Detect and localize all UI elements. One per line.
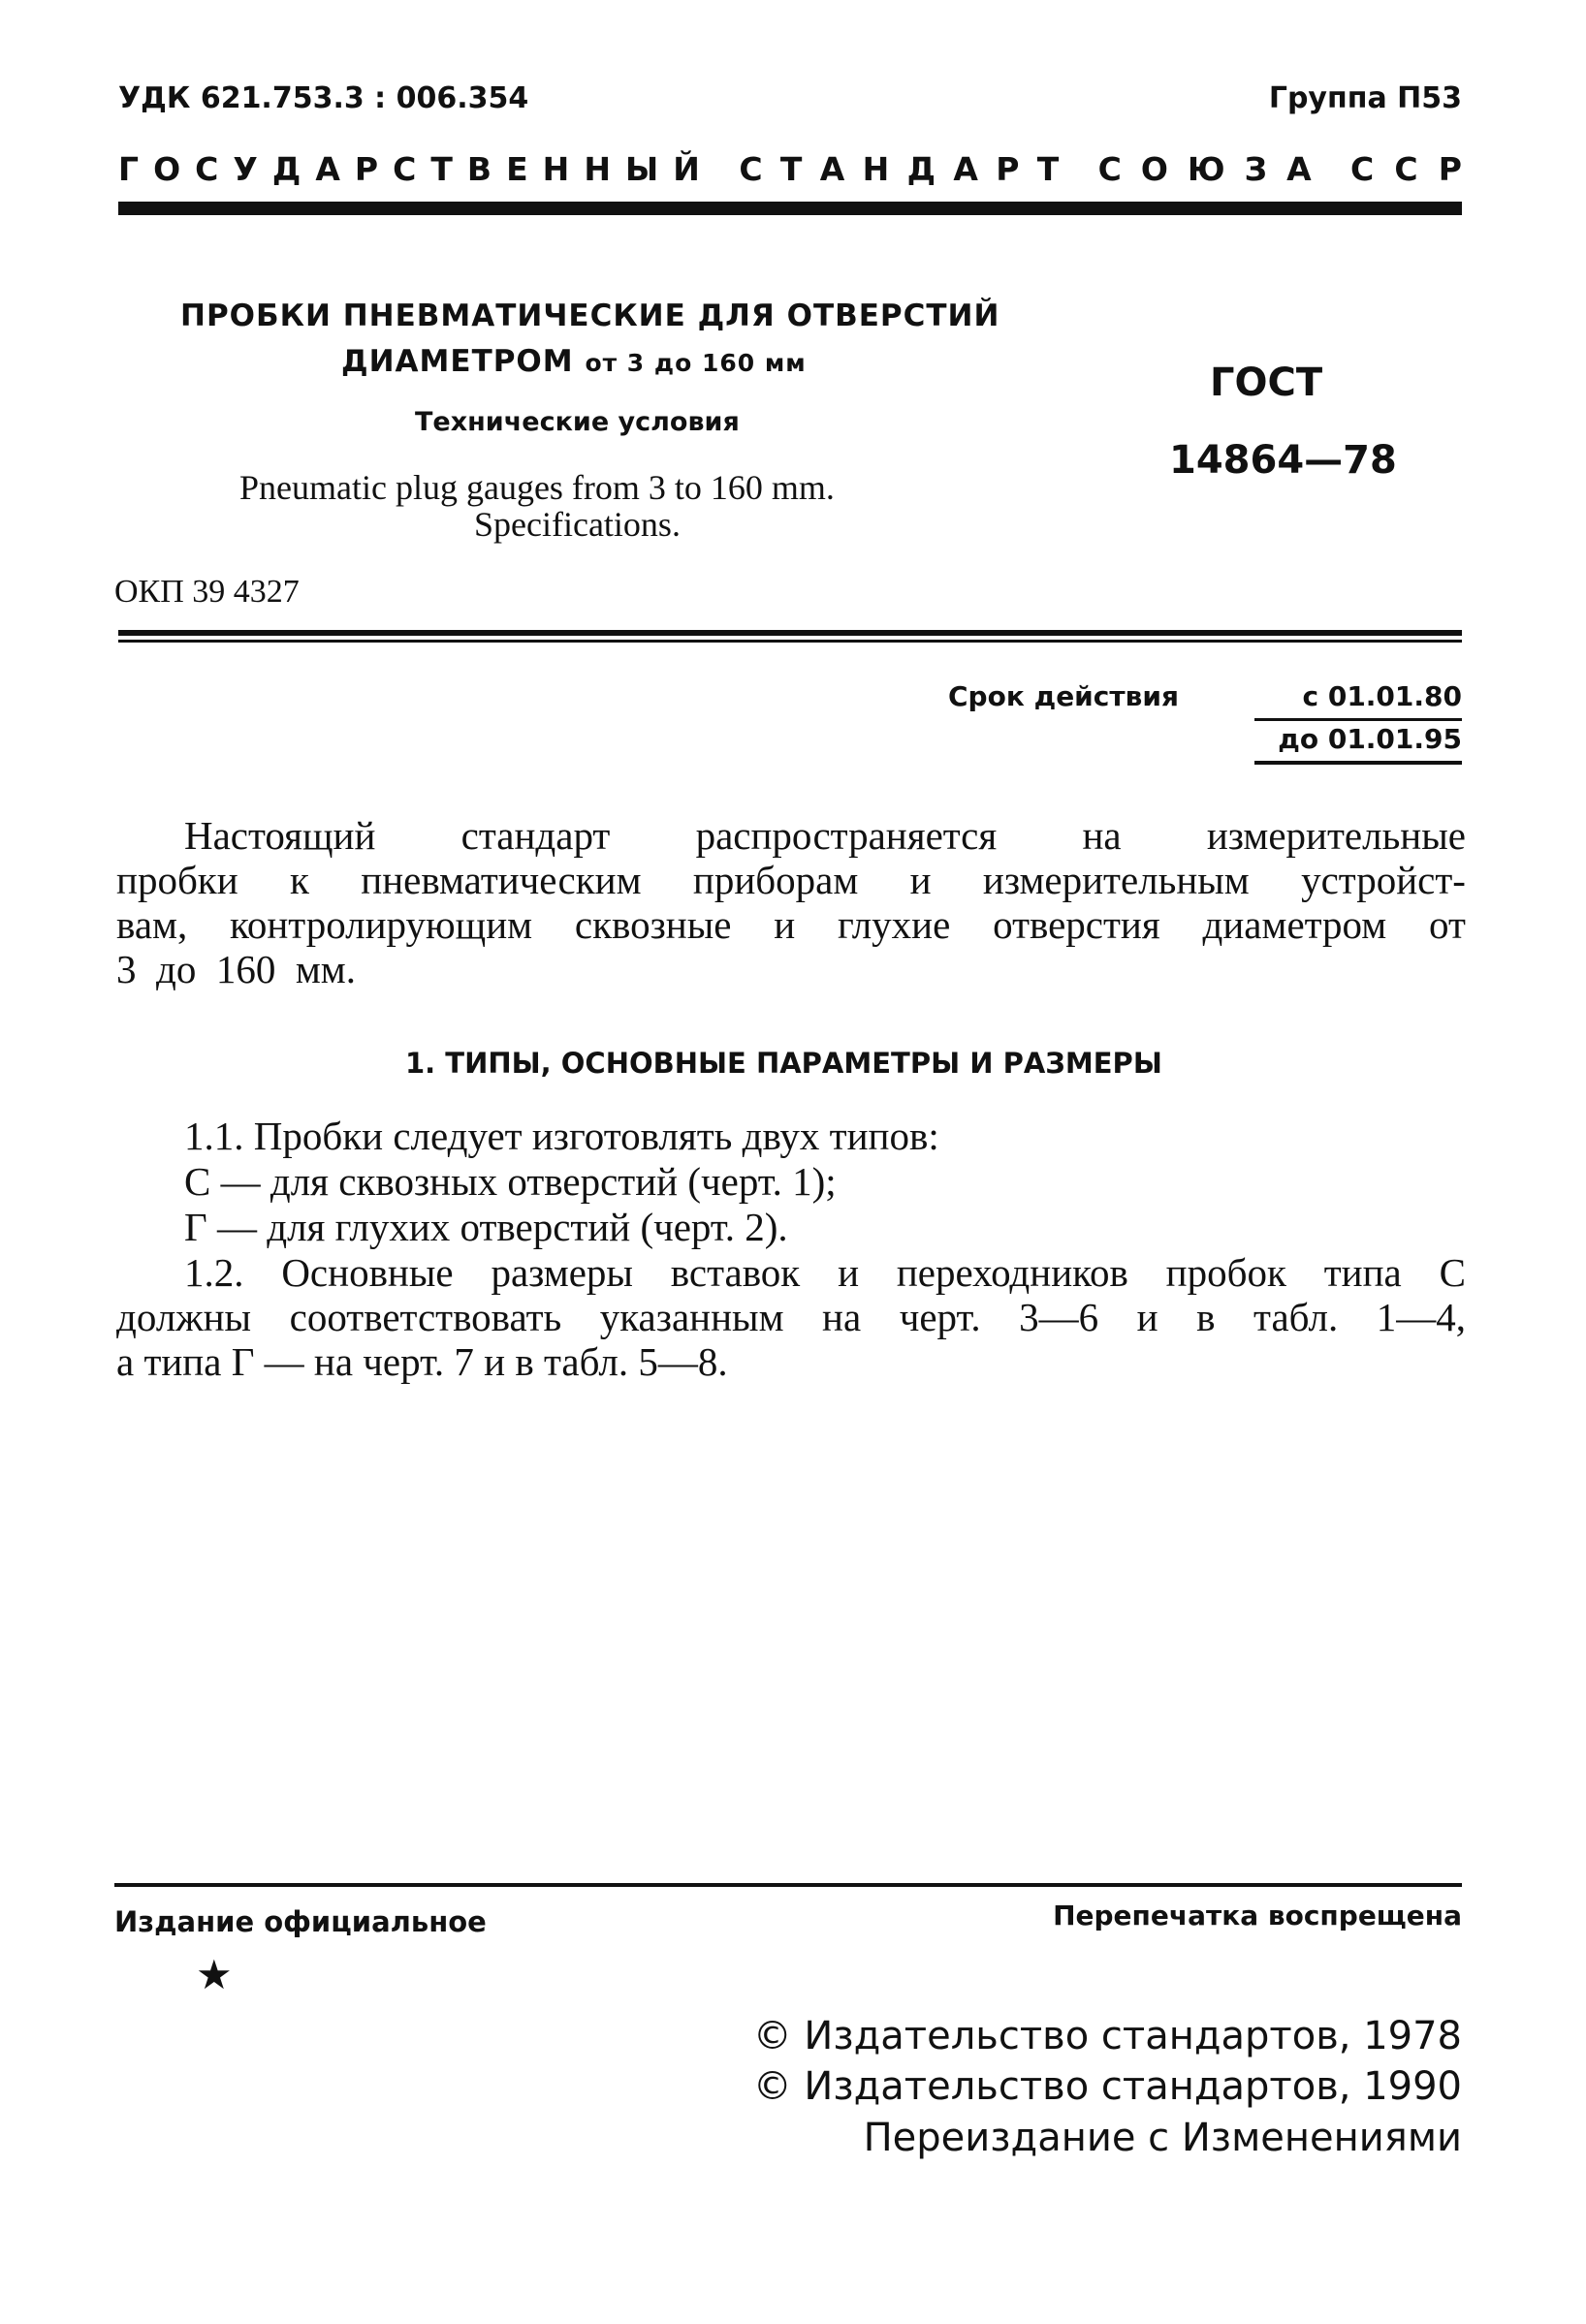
- validity-from: с 01.01.80: [1302, 680, 1462, 712]
- validity-to: до 01.01.95: [1278, 723, 1462, 755]
- clause-1-1-type-c: С — для сквозных отверстий (черт. 1);: [184, 1159, 837, 1204]
- word: измерительные: [1206, 813, 1466, 858]
- standard-banner: [118, 150, 1462, 188]
- word: измерительным: [982, 858, 1250, 902]
- word: приборам: [692, 858, 859, 902]
- gost-label: ГОСТ: [1210, 361, 1323, 405]
- word: Основные: [281, 1250, 454, 1295]
- word: вставок: [670, 1250, 801, 1295]
- word: от: [1429, 902, 1466, 947]
- banner-letter: С: [393, 150, 417, 188]
- banner-letter: Е: [506, 150, 528, 188]
- banner-letter: З: [1244, 150, 1268, 188]
- banner-letter: С: [1394, 150, 1418, 188]
- banner-letter: А: [819, 150, 845, 188]
- word: устройст-: [1301, 858, 1466, 902]
- udc-code: УДК 621.753.3 : 006.354: [118, 81, 529, 115]
- word: глухие: [837, 902, 951, 947]
- title-line-1: ПРОБКИ ПНЕВМАТИЧЕСКИЕ ДЛЯ ОТВЕРСТИЙ: [180, 298, 1000, 333]
- banner-letter: Д: [906, 150, 936, 188]
- banner-letter: С: [1349, 150, 1375, 188]
- word: переходников: [896, 1250, 1128, 1295]
- word: и: [1136, 1295, 1158, 1339]
- footer-rule: [114, 1883, 1462, 1887]
- validity-label: Срок действия: [948, 680, 1179, 712]
- intro-line-2: [116, 857, 1466, 903]
- official-edition: Издание официальное: [114, 1905, 487, 1938]
- english-title-line-2: Specifications.: [474, 505, 681, 544]
- banner-letter: Р: [996, 150, 1020, 188]
- word: и: [838, 1250, 860, 1295]
- clause-1-2-line-2: [116, 1294, 1466, 1340]
- intro-line-1: [184, 812, 1466, 859]
- word: к: [290, 858, 309, 902]
- group-code: Группа П53: [1268, 81, 1462, 115]
- banner-letter: Ы: [624, 150, 659, 188]
- header-rule-thick: [118, 202, 1462, 215]
- word: и: [774, 902, 796, 947]
- banner-letter: О: [1140, 150, 1168, 188]
- word: указанным: [599, 1295, 784, 1339]
- banner-letter: Т: [1036, 150, 1060, 188]
- banner-word-1: [118, 150, 700, 188]
- word: на: [822, 1295, 862, 1339]
- word: С: [1439, 1250, 1466, 1295]
- word: типа: [1323, 1250, 1402, 1295]
- banner-letter: Р: [354, 150, 379, 188]
- okp-code: ОКП 39 4327: [114, 574, 300, 610]
- clause-1-1: 1.1. Пробки следует изготовлять двух типов:: [184, 1114, 939, 1158]
- word: и: [909, 858, 932, 902]
- word: 1—4,: [1376, 1295, 1466, 1339]
- validity-rule-1: [1254, 718, 1462, 721]
- banner-letter: Ю: [1187, 150, 1225, 188]
- intro-line-4: 3 до 160 мм.: [116, 947, 357, 991]
- word: 1.2.: [184, 1250, 244, 1295]
- section-heading: 1. ТИПЫ, ОСНОВНЫЕ ПАРАМЕТРЫ И РАЗМЕРЫ: [405, 1047, 1162, 1080]
- banner-letter: Д: [271, 150, 301, 188]
- word: на: [1082, 813, 1122, 858]
- banner-letter: Т: [430, 150, 453, 188]
- title-rule-top: [118, 630, 1462, 636]
- word: 3—6: [1019, 1295, 1099, 1339]
- banner-letter: А: [315, 150, 340, 188]
- word: вам,: [116, 902, 188, 947]
- clause-1-1-type-g: Г — для глухих отверстий (черт. 2).: [184, 1205, 788, 1249]
- banner-letter: Г: [118, 150, 140, 188]
- banner-letter: А: [953, 150, 978, 188]
- reissue-note: Переиздание с Изменениями: [863, 2116, 1462, 2160]
- word: черт.: [899, 1295, 981, 1339]
- gost-number: 14864—78: [1169, 438, 1397, 483]
- clause-1-2-line-1: [184, 1249, 1466, 1296]
- banner-letter: С: [1097, 150, 1122, 188]
- word: отверстия: [993, 902, 1160, 947]
- reprint-prohibited: Перепечатка воспрещена: [1053, 1900, 1462, 1931]
- banner-letter: Н: [862, 150, 890, 188]
- banner-letter: О: [153, 150, 181, 188]
- banner-letter: В: [466, 150, 492, 188]
- banner-letter: Т: [779, 150, 803, 188]
- word: контролирующим: [230, 902, 533, 947]
- banner-letter: А: [1286, 150, 1312, 188]
- word: диаметром: [1202, 902, 1387, 947]
- title-rule-bottom: [118, 640, 1462, 643]
- validity-rule-2: [1254, 761, 1462, 765]
- word: распространяется: [695, 813, 998, 858]
- word: стандарт: [460, 813, 611, 858]
- title-line-2: [341, 344, 807, 379]
- publisher-1978: © Издательство стандартов, 1978: [752, 2014, 1462, 2058]
- word: в: [1196, 1295, 1216, 1339]
- word: размеры: [491, 1250, 633, 1295]
- banner-letter: Й: [673, 150, 700, 188]
- word: должны: [116, 1295, 252, 1339]
- banner-letter: Н: [542, 150, 570, 188]
- banner-letter: С: [739, 150, 763, 188]
- banner-word-2: [739, 150, 1059, 188]
- banner-letter: Р: [1438, 150, 1462, 188]
- banner-letter: С: [195, 150, 219, 188]
- english-title-line-1: Pneumatic plug gauges from 3 to 160 mm.: [239, 468, 835, 507]
- star-icon: ★: [196, 1951, 233, 1998]
- title-line-2-range: от 3 до 160 мм: [585, 349, 807, 377]
- clause-1-2-line-3: а типа Г — на черт. 7 и в табл. 5—8.: [116, 1339, 728, 1384]
- publisher-1990: © Издательство стандартов, 1990: [752, 2064, 1462, 2109]
- banner-word-4: [1350, 150, 1462, 188]
- banner-letter: У: [233, 150, 258, 188]
- word: пробки: [116, 858, 238, 902]
- word: табл.: [1253, 1295, 1339, 1339]
- banner-word-3: [1098, 150, 1312, 188]
- word: пробок: [1165, 1250, 1286, 1295]
- word: Настоящий: [184, 813, 376, 858]
- word: соответствовать: [289, 1295, 562, 1339]
- word: сквозные: [574, 902, 732, 947]
- intro-line-3: [116, 901, 1466, 948]
- banner-letter: Н: [584, 150, 611, 188]
- word: пневматическим: [361, 858, 642, 902]
- title-subtitle: Технические условия: [415, 407, 740, 437]
- title-line-2-main: ДИАМЕТРОМ: [341, 344, 574, 379]
